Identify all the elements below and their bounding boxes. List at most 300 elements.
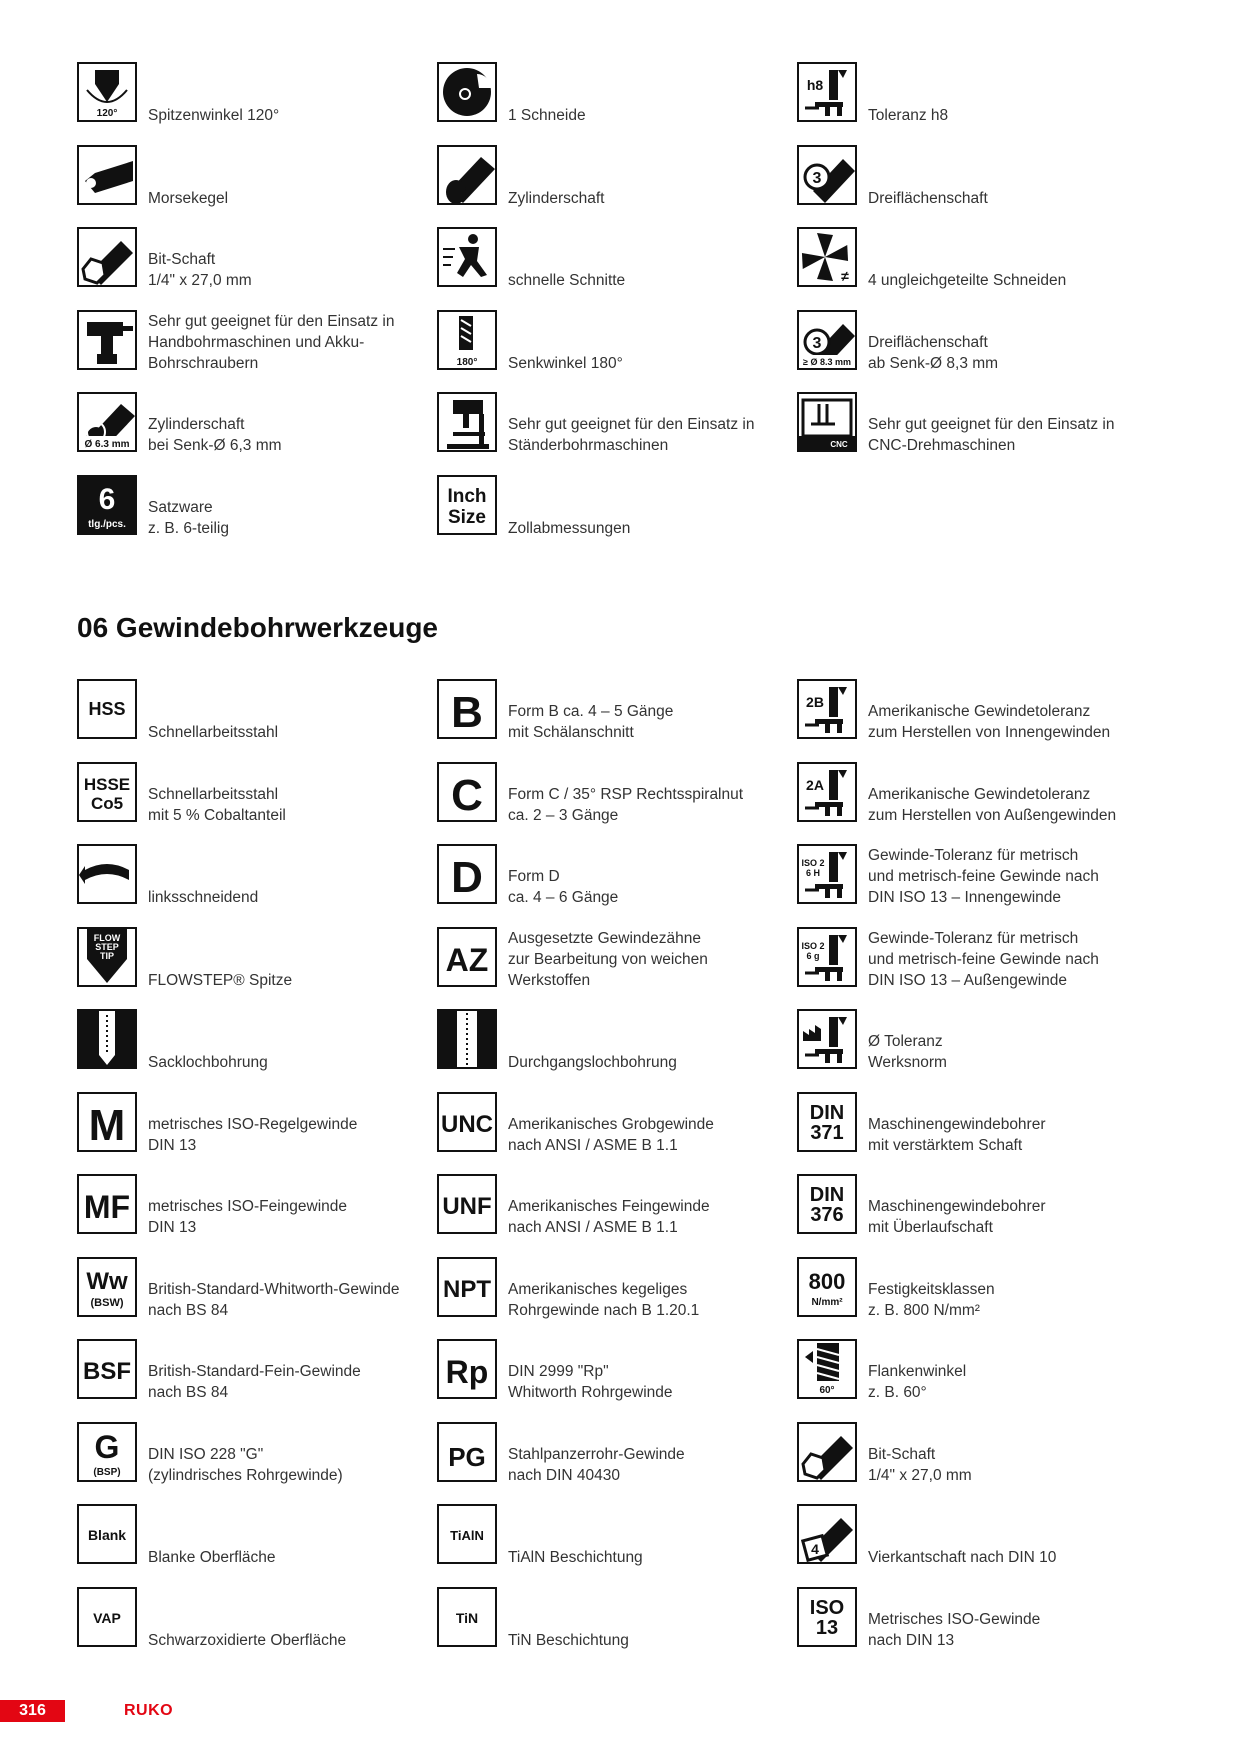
legend-description [148,722,433,743]
metric-thread-icon [77,1092,137,1152]
legend-item [77,475,437,539]
legend-description-line: mit Überlaufschaft [868,1219,993,1236]
legend-item [797,844,1157,908]
svg-text:HSSE: HSSE [83,774,131,794]
legend-item [437,62,797,126]
legend-description [508,518,793,539]
legend-description-line: Zollabmessungen [508,519,631,537]
legend-description-line: Senkwinkel 180° [508,354,623,372]
legend-description [868,414,1153,456]
legend-row [77,762,1157,826]
legend-description-line: Ständerbohrmaschinen [508,437,669,454]
legend-description-line: zum Herstellen von Außengewinden [868,806,1117,824]
legend-description-line: Schwarzoxidierte Oberfläche [148,1631,347,1649]
legend-description-line: z. B. 6-teilig [148,519,229,537]
legend-description [148,1114,433,1156]
legend-description-line: Rohrgewinde nach B 1.20.1 [508,1301,700,1319]
g-bsp-icon [77,1422,137,1482]
cnc-lathe-icon [797,392,857,452]
legend-item [77,145,437,209]
svg-text:G: G [94,1428,120,1465]
legend-description-line: TiN Beschichtung [508,1631,629,1649]
legend-description [868,105,1153,126]
legend-description [508,784,793,826]
form-b-icon [437,679,497,739]
svg-text:UNC: UNC [441,1110,493,1138]
legend-item [77,1587,437,1651]
vap-icon [77,1587,137,1647]
legend-item [797,227,1157,291]
legend-description-line: Festigkeitsklassen [868,1280,995,1298]
az-icon [437,927,497,987]
legend-description-line: mit 5 % Cobaltanteil [148,806,286,824]
legend-item [77,227,437,291]
svg-text:DIN: DIN [809,1101,845,1124]
tolerance-iso2-6g-icon [797,927,857,987]
svg-text:(BSW): (BSW) [90,1296,124,1309]
legend-description-line: nach DIN 13 [868,1631,955,1649]
cylindrical-shank-icon [437,145,497,205]
legend-item [437,679,797,743]
legend-item [437,1174,797,1238]
legend-row [77,310,1157,374]
svg-text:180°: 180° [456,356,478,368]
page-number: 316 [0,1700,65,1722]
legend-description-line: Werkstoffen [508,971,591,989]
legend-description-line: DIN 13 [148,1136,197,1154]
legend-row [77,679,1157,743]
legend-row [77,227,1157,291]
legend-row [77,1092,1157,1156]
legend-description-line: bei Senk-Ø 6,3 mm [148,437,282,454]
svg-text:2B: 2B [806,694,824,710]
through-hole-icon [437,1009,497,1069]
legend-description-line: und metrisch-feine Gewinde nach [868,950,1099,968]
legend-description-line: Durchgangslochbohrung [508,1054,677,1071]
tin-icon [437,1587,497,1647]
iso-13-icon [797,1587,857,1647]
legend-description [508,1547,793,1568]
legend-description-line: Amerikanisches Feingewinde [508,1198,710,1215]
legend-description [148,887,433,908]
legend-description-line: linksschneidend [148,889,259,906]
svg-text:STEP: STEP [95,941,119,952]
legend-item [437,392,797,456]
legend-description-line: nach ANSI / ASME B 1.1 [508,1136,678,1154]
legend-item [77,1009,437,1073]
legend-description-line: z. B. 800 N/mm² [868,1301,980,1319]
set-6-pieces-icon [77,475,137,535]
svg-text:6 g: 6 g [806,950,820,961]
legend-item [797,1339,1157,1403]
tolerance-2a-icon [797,762,857,822]
flank-angle-icon [797,1339,857,1399]
legend-item [437,1504,797,1568]
svg-text:B: B [451,688,483,737]
legend-item [797,1257,1157,1321]
pg-icon [437,1422,497,1482]
svg-text:Blank: Blank [87,1527,127,1543]
legend-description-line: Zylinderschaft [508,189,605,207]
svg-text:6: 6 [98,482,116,516]
svg-text:Ø 6.3 mm: Ø 6.3 mm [84,439,130,450]
legend-description-line: Sacklochbohrung [148,1054,268,1071]
legend-description [868,1031,1153,1073]
legend-item [77,310,437,374]
strength-class-icon [797,1257,857,1317]
three-flat-shank-icon [797,145,857,205]
legend-row [77,844,1157,908]
legend-description [148,105,433,126]
blank-icon [77,1504,137,1564]
legend-description [148,784,433,826]
legend-description-line: und metrisch-feine Gewinde nach [868,868,1099,885]
legend-row [77,475,1157,539]
legend-item [77,844,437,908]
legend-description [148,1196,433,1238]
legend-description [868,332,1153,374]
cordless-drill-icon [77,310,137,370]
legend-description-line: Bit-Schaft [868,1445,936,1463]
legend-description-line: Dreiflächenschaft [868,189,988,207]
legend-description-line: nach BS 84 [148,1384,229,1401]
legend-description-line: Metrisches ISO-Gewinde [868,1610,1041,1628]
svg-text:ISO 2: ISO 2 [801,858,825,868]
svg-text:FLOW: FLOW [93,932,121,943]
legend-row [77,392,1157,456]
point-angle-120-icon [77,62,137,122]
legend-description-line: DIN ISO 228 "G" [148,1445,264,1463]
legend-description-line: ca. 2 – 3 Gänge [508,806,619,824]
single-flute-icon [437,62,497,122]
legend-item [77,762,437,826]
legend-description-line: Ø Toleranz [868,1033,943,1050]
legend-description [508,1630,793,1651]
bit-shank-icon [77,227,137,287]
legend-description [148,188,433,209]
legend-description [508,1444,793,1486]
svg-text:TIP: TIP [99,950,115,961]
legend-item [77,1257,437,1321]
legend-item [437,1009,797,1073]
legend-description-line: 4 ungleichgeteilte Schneiden [868,272,1067,289]
legend-description-line: zur Bearbeitung von weichen [508,950,708,968]
legend-item [797,145,1157,209]
countersink-angle-180-icon [437,310,497,370]
legend-item [797,392,1157,456]
svg-text:2A: 2A [806,776,824,793]
legend-item [797,1587,1157,1651]
legend-description [868,1361,1153,1403]
svg-text:Co5: Co5 [90,793,124,813]
legend-description-line: nach DIN 40430 [508,1466,621,1484]
legend-description-line: Gewinde-Toleranz für metrisch [868,929,1079,947]
legend-item [797,1092,1157,1156]
svg-text:M: M [88,1100,126,1150]
bsf-icon [77,1339,137,1399]
legend-description [148,311,433,374]
legend-description-line: Blanke Oberfläche [148,1549,276,1566]
legend-description-line: FLOWSTEP® Spitze [148,971,293,989]
svg-text:(BSP): (BSP) [93,1466,121,1478]
svg-text:BSF: BSF [83,1358,131,1385]
legend-description-line: Schnellarbeitsstahl [148,724,279,741]
legend-description-line: Whitworth Rohrgewinde [508,1384,673,1401]
factory-tolerance-icon [797,1009,857,1069]
legend-description [868,188,1153,209]
legend-row [77,1257,1157,1321]
legend-item [797,1174,1157,1238]
legend-row [77,62,1157,126]
legend-description-line: Toleranz h8 [868,107,949,124]
legend-item [437,227,797,291]
legend-item [77,927,437,991]
flowstep-tip-icon [77,927,137,987]
legend-description-line: Spitzenwinkel 120° [148,107,280,124]
square-shank-icon [797,1504,857,1564]
legend-description-line: Vierkantschaft nach DIN 10 [868,1549,1057,1566]
legend-description-line: Bohrschraubern [148,354,259,372]
svg-text:HSS: HSS [88,699,126,719]
unequal-cutting-edges-icon [797,227,857,287]
legend-description [148,497,433,539]
svg-text:13: 13 [815,1616,839,1639]
legend-description [148,1279,433,1321]
legend-description-line: Stahlpanzerrohr-Gewinde [508,1445,685,1463]
whitworth-icon [77,1257,137,1317]
legend-description-line: Morsekegel [148,189,229,207]
brand-logo: RUKO [124,1702,174,1719]
svg-text:371: 371 [810,1121,844,1144]
svg-text:376: 376 [810,1204,844,1226]
svg-text:MF: MF [83,1189,131,1225]
legend-description-line: 1/4" x 27,0 mm [148,272,252,289]
legend-description [508,414,793,456]
legend-description-line: ca. 4 – 6 Gänge [508,889,619,906]
legend-description-line: schnelle Schnitte [508,272,626,289]
bit-shank-icon [797,1422,857,1482]
legend-item [77,392,437,456]
legend-description [148,414,433,456]
legend-description-line: Sehr gut geeignet für den Einsatz in [148,312,395,330]
tolerance-iso2-6h-icon [797,844,857,904]
section-heading: 06 Gewindebohrwerkzeuge [77,612,438,643]
svg-text:AZ: AZ [445,941,489,978]
svg-text:h8: h8 [806,77,824,93]
legend-description-line: Werksnorm [868,1054,947,1071]
svg-text:ISO 2: ISO 2 [801,940,825,951]
metric-fine-thread-icon [77,1174,137,1234]
legend-description [868,1114,1153,1156]
legend-description [868,928,1153,991]
legend-description [508,353,793,374]
svg-text:CNC: CNC [830,440,848,449]
legend-description [508,1052,793,1073]
legend-description-line: Gewinde-Toleranz für metrisch [868,847,1079,864]
legend-item [77,1092,437,1156]
legend-row [77,1174,1157,1238]
legend-description-line: Sehr gut geeignet für den Einsatz in [868,416,1115,433]
svg-text:C: C [451,770,483,820]
legend-description-line: Amerikanisches Grobgewinde [508,1115,714,1133]
legend-item [437,1257,797,1321]
svg-text:NPT: NPT [443,1275,491,1303]
legend-description-line: Form B ca. 4 – 5 Gänge [508,703,674,720]
svg-text:800: 800 [808,1268,846,1294]
legend-item [77,1174,437,1238]
svg-text:≠: ≠ [841,268,849,284]
svg-text:Size: Size [447,506,487,528]
svg-text:PG: PG [448,1441,486,1472]
legend-description [868,701,1153,743]
legend-description-line: zum Herstellen von Innengewinden [868,724,1111,741]
legend-description [508,1279,793,1321]
legend-description [508,866,793,908]
legend-description-line: nach ANSI / ASME B 1.1 [508,1219,678,1236]
legend-description-line: Bit-Schaft [148,251,216,268]
svg-text:ISO: ISO [809,1596,845,1619]
legend-description [508,701,793,743]
legend-description-line: Sehr gut geeignet für den Einsatz in [508,416,755,433]
legend-description [868,784,1153,826]
svg-text:≥ Ø 8.3 mm: ≥ Ø 8.3 mm [803,356,851,367]
legend-item [797,1422,1157,1486]
svg-text:TiN: TiN [455,1609,479,1626]
pillar-drill-icon [437,392,497,452]
legend-description-line: British-Standard-Fein-Gewinde [148,1363,361,1380]
legend-description [508,1114,793,1156]
legend-description-line: 1/4" x 27,0 mm [868,1466,972,1484]
legend-item [437,145,797,209]
legend-description-line: Amerikanisches kegeliges [508,1280,688,1298]
legend-item [77,1422,437,1486]
svg-text:N/mm²: N/mm² [811,1296,843,1308]
legend-item [437,1339,797,1403]
legend-item [437,762,797,826]
svg-text:60°: 60° [819,1385,835,1396]
legend-description [508,188,793,209]
legend-description-line: Schnellarbeitsstahl [148,785,279,803]
legend-description-line: ab Senk-Ø 8,3 mm [868,354,999,372]
legend-description [148,1630,433,1651]
legend-description [868,1444,1153,1486]
legend-description-line: Handbohrmaschinen und Akku- [148,333,365,351]
svg-text:UNF: UNF [442,1193,492,1220]
tolerance-2b-icon [797,679,857,739]
legend-description-line: 1 Schneide [508,107,586,124]
legend-description [148,1444,433,1486]
blind-hole-icon [77,1009,137,1069]
legend-description-line: Amerikanische Gewindetoleranz [868,785,1091,803]
unf-icon [437,1174,497,1234]
legend-description-line: metrisches ISO-Feingewinde [148,1198,347,1215]
legend-description-line: DIN 13 [148,1219,197,1236]
legend-description-line: z. B. 60° [868,1384,927,1401]
legend-description [148,249,433,291]
svg-text:6 H: 6 H [805,868,821,878]
legend-item [797,62,1157,126]
legend-description-line: Flankenwinkel [868,1363,967,1380]
legend-item [77,1504,437,1568]
legend-row [77,1339,1157,1403]
fast-cutting-icon [437,227,497,287]
svg-text:Ww: Ww [86,1267,128,1295]
legend-item [77,62,437,126]
legend-description [868,270,1153,291]
legend-item [77,679,437,743]
legend-description [868,1609,1153,1651]
legend-description-line: Ausgesetzte Gewindezähne [508,929,702,947]
rp-icon [437,1339,497,1399]
legend-description [508,1361,793,1403]
legend-description [868,1279,1153,1321]
legend-description-line: Zylinderschaft [148,416,245,433]
legend-row [77,1009,1157,1073]
legend-item [437,1422,797,1486]
legend-description [508,105,793,126]
legend-description-line: mit Schälanschnitt [508,724,634,741]
morse-taper-icon [77,145,137,205]
legend-description-line: Maschinengewindebohrer [868,1115,1046,1133]
legend-item [797,310,1157,374]
svg-text:4: 4 [811,1541,819,1557]
legend-item [77,1339,437,1403]
legend-item [797,1504,1157,1568]
legend-description [868,1196,1153,1238]
legend-description-line: DIN ISO 13 – Innengewinde [868,889,1062,906]
legend-item [797,1009,1157,1073]
legend-item [797,927,1157,991]
svg-text:D: D [451,853,483,902]
legend-description-line: DIN 2999 "Rp" [508,1363,609,1380]
left-hand-cutting-icon [77,844,137,904]
legend-item [437,1092,797,1156]
legend-row [77,1422,1157,1486]
svg-text:DIN: DIN [809,1184,845,1206]
legend-description-line: TiAlN Beschichtung [508,1549,643,1566]
svg-text:120°: 120° [96,108,118,119]
legend-row [77,145,1157,209]
legend-description-line: (zylindrisches Rohrgewinde) [148,1466,343,1484]
hsse-co5-icon [77,762,137,822]
legend-description-line: British-Standard-Whitworth-Gewinde [148,1280,400,1298]
legend-description [508,928,793,991]
legend-description-line: mit verstärktem Schaft [868,1136,1023,1154]
legend-description-line: nach BS 84 [148,1301,229,1319]
legend-item [437,1587,797,1651]
legend-item [437,844,797,908]
legend-description-line: Form D [508,868,560,885]
legend-description-line: Maschinengewindebohrer [868,1198,1046,1215]
legend-description-line: DIN ISO 13 – Außengewinde [868,971,1068,989]
legend-item [437,475,797,539]
svg-text:Inch: Inch [447,485,487,507]
tolerance-h8-icon [797,62,857,122]
legend-description [868,1547,1153,1568]
inch-size-icon [437,475,497,535]
legend-description [508,1196,793,1238]
legend-description-line: Amerikanische Gewindetoleranz [868,703,1091,720]
legend-item [797,679,1157,743]
form-d-icon [437,844,497,904]
hss-icon [77,679,137,739]
legend-description-line: metrisches ISO-Regelgewinde [148,1115,358,1133]
legend-description [148,1052,433,1073]
legend-description [868,845,1153,908]
legend-description-line: Form C / 35° RSP Rechtsspiralnut [508,785,744,803]
cylindrical-shank-small-icon [77,392,137,452]
legend-description-line: Dreiflächenschaft [868,333,988,351]
